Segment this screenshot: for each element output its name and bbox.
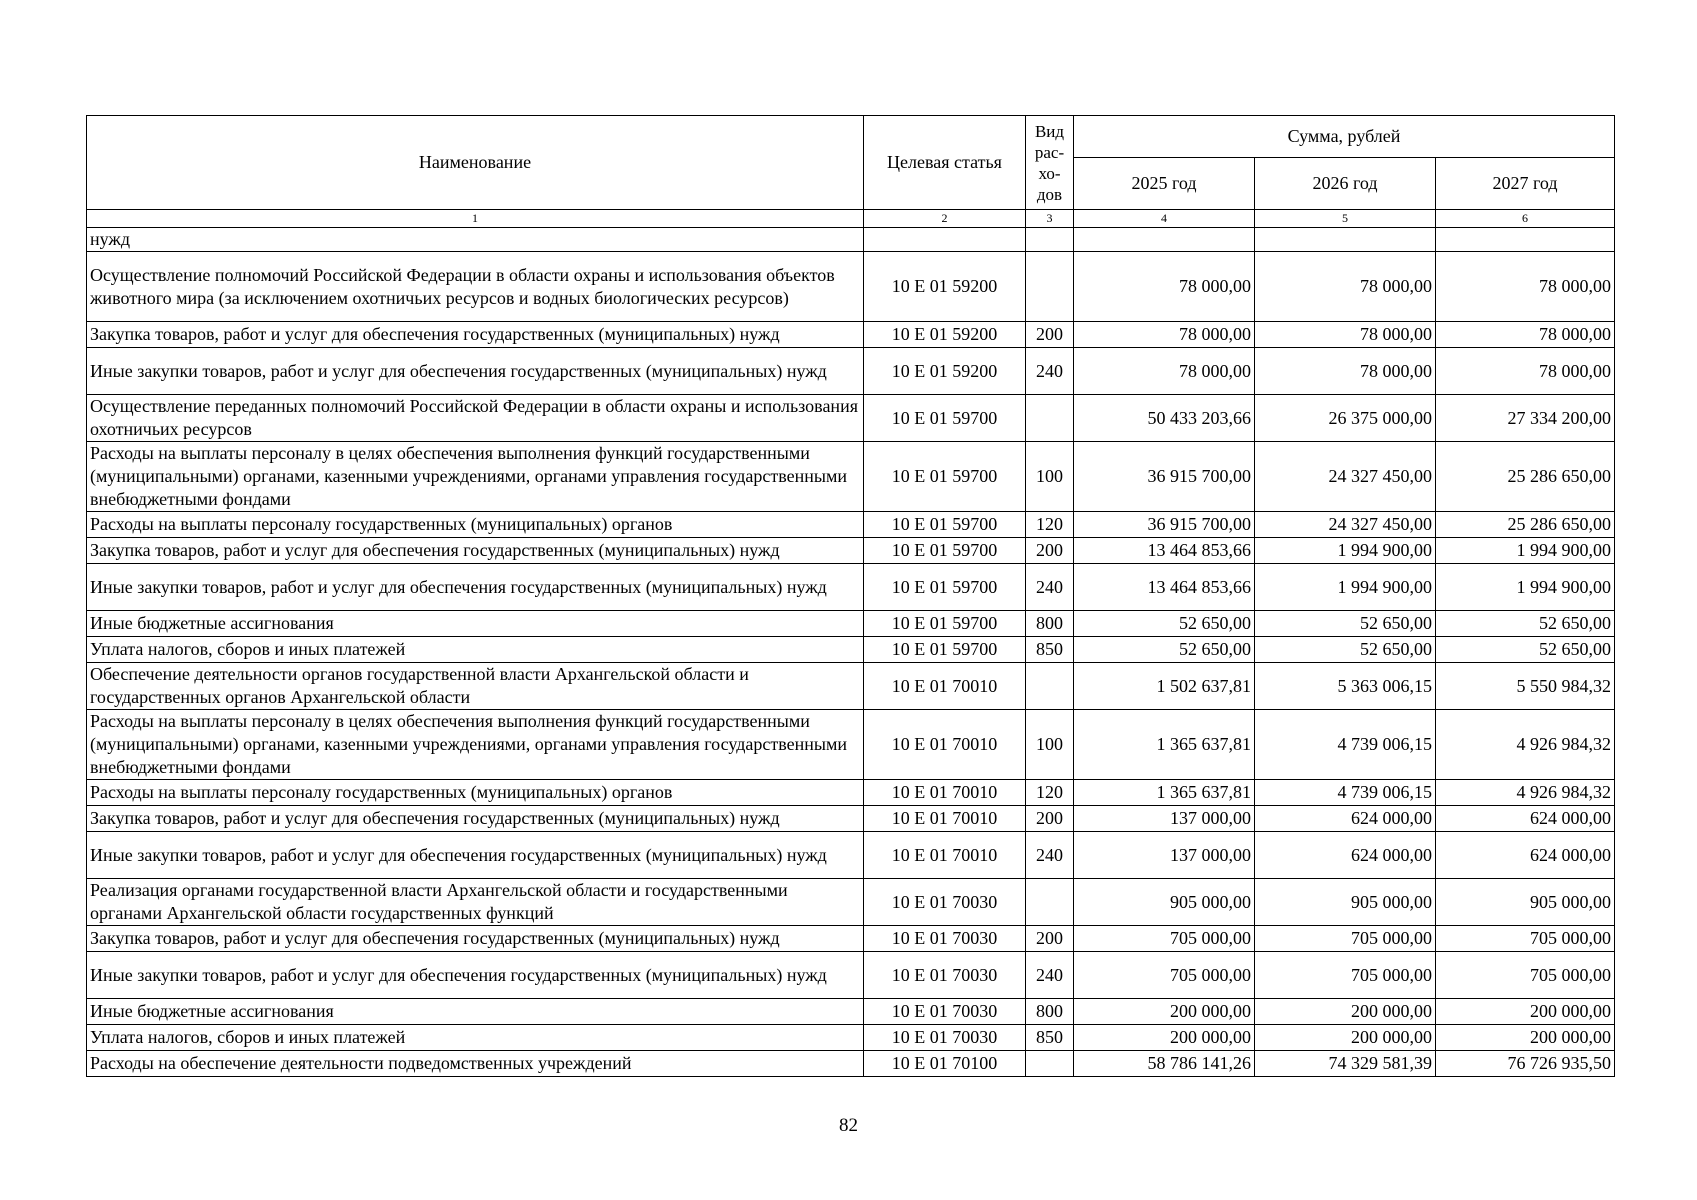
row-sum-2026 [1255, 228, 1436, 252]
row-name: нужд [87, 228, 864, 252]
row-sum-2026: 24 327 450,00 [1255, 512, 1436, 538]
row-expense-type: 120 [1026, 780, 1074, 806]
row-sum-2027: 52 650,00 [1436, 611, 1615, 637]
row-target-article [864, 228, 1026, 252]
row-sum-2025: 705 000,00 [1074, 926, 1255, 952]
row-sum-2027: 76 726 935,50 [1436, 1051, 1615, 1077]
row-sum-2026: 26 375 000,00 [1255, 395, 1436, 442]
row-sum-2025: 58 786 141,26 [1074, 1051, 1255, 1077]
table-row [87, 512, 1615, 538]
row-sum-2025: 78 000,00 [1074, 252, 1255, 322]
header-name: Наименование [87, 116, 864, 210]
budget-table [86, 115, 1615, 1077]
row-sum-2025: 1 365 637,81 [1074, 710, 1255, 780]
row-expense-type: 200 [1026, 806, 1074, 832]
row-sum-2027 [1436, 228, 1615, 252]
row-sum-2027: 4 926 984,32 [1436, 780, 1615, 806]
row-sum-2025: 137 000,00 [1074, 806, 1255, 832]
row-sum-2026: 624 000,00 [1255, 832, 1436, 879]
row-target-article: 10 Е 01 59700 [864, 538, 1026, 564]
row-name: Иные бюджетные ассигнования [87, 611, 864, 637]
row-sum-2026: 1 994 900,00 [1255, 564, 1436, 611]
row-expense-type [1026, 228, 1074, 252]
row-sum-2025: 137 000,00 [1074, 832, 1255, 879]
row-name: Иные закупки товаров, работ и услуг для обеспечения государственных (муниципальных) нужд [87, 348, 864, 395]
row-target-article: 10 Е 01 59200 [864, 348, 1026, 395]
table-row [87, 806, 1615, 832]
row-sum-2025: 705 000,00 [1074, 952, 1255, 999]
row-target-article: 10 Е 01 59200 [864, 252, 1026, 322]
table-row [87, 952, 1615, 999]
row-sum-2025: 13 464 853,66 [1074, 564, 1255, 611]
table-row [87, 1051, 1615, 1077]
row-expense-type: 800 [1026, 999, 1074, 1025]
row-sum-2025: 78 000,00 [1074, 322, 1255, 348]
row-sum-2027: 905 000,00 [1436, 879, 1615, 926]
column-number: 5 [1255, 210, 1436, 228]
row-sum-2025: 52 650,00 [1074, 637, 1255, 663]
row-sum-2026: 4 739 006,15 [1255, 710, 1436, 780]
table-row [87, 611, 1615, 637]
row-name: Иные бюджетные ассигнования [87, 999, 864, 1025]
row-target-article: 10 Е 01 70010 [864, 710, 1026, 780]
row-expense-type: 100 [1026, 442, 1074, 512]
row-sum-2026: 200 000,00 [1255, 1025, 1436, 1051]
row-name: Осуществление переданных полномочий Российской Федерации в области охраны и использования охотничьих ресурсов [87, 395, 864, 442]
row-sum-2027: 200 000,00 [1436, 1025, 1615, 1051]
column-number-row [87, 210, 1615, 228]
table-row [87, 442, 1615, 512]
row-sum-2025: 1 365 637,81 [1074, 780, 1255, 806]
row-target-article: 10 Е 01 70010 [864, 780, 1026, 806]
row-name: Расходы на выплаты персоналу в целях обеспечения выполнения функций государственными (муниципальными) органами, казенными учреждениями, органами управления государственными внебюджетными фондами [87, 710, 864, 780]
column-number: 6 [1436, 210, 1615, 228]
row-expense-type [1026, 395, 1074, 442]
row-sum-2026: 705 000,00 [1255, 952, 1436, 999]
row-sum-2027: 27 334 200,00 [1436, 395, 1615, 442]
row-sum-2026: 4 739 006,15 [1255, 780, 1436, 806]
row-sum-2027: 200 000,00 [1436, 999, 1615, 1025]
row-name: Осуществление полномочий Российской Федерации в области охраны и использования объектов животного мира (за исключением охотничьих ресурсов и водных биологических ресурсов) [87, 252, 864, 322]
row-target-article: 10 Е 01 59700 [864, 564, 1026, 611]
table-row [87, 710, 1615, 780]
row-target-article: 10 Е 01 70030 [864, 926, 1026, 952]
header-year-2026: 2026 год [1255, 158, 1436, 210]
header-expense-type: Вид рас-хо-дов [1026, 116, 1074, 210]
table-row [87, 1025, 1615, 1051]
row-target-article: 10 Е 01 70030 [864, 879, 1026, 926]
row-expense-type [1026, 1051, 1074, 1077]
row-name: Расходы на обеспечение деятельности подведомственных учреждений [87, 1051, 864, 1077]
row-sum-2026: 78 000,00 [1255, 322, 1436, 348]
row-target-article: 10 Е 01 59700 [864, 637, 1026, 663]
row-sum-2025: 36 915 700,00 [1074, 512, 1255, 538]
row-target-article: 10 Е 01 70010 [864, 832, 1026, 879]
row-sum-2026: 52 650,00 [1255, 637, 1436, 663]
table-row [87, 322, 1615, 348]
row-sum-2027: 78 000,00 [1436, 322, 1615, 348]
table-row [87, 832, 1615, 879]
row-name: Расходы на выплаты персоналу государственных (муниципальных) органов [87, 780, 864, 806]
page-number: 82 [839, 1115, 858, 1136]
row-name: Обеспечение деятельности органов государственной власти Архангельской области и государственных органов Архангельской области [87, 663, 864, 710]
table-header [87, 116, 1615, 228]
row-expense-type: 240 [1026, 832, 1074, 879]
row-expense-type: 240 [1026, 564, 1074, 611]
row-name: Расходы на выплаты персоналу государственных (муниципальных) органов [87, 512, 864, 538]
row-target-article: 10 Е 01 70030 [864, 999, 1026, 1025]
table-row [87, 228, 1615, 252]
table-row [87, 348, 1615, 395]
row-expense-type [1026, 663, 1074, 710]
row-sum-2026: 1 994 900,00 [1255, 538, 1436, 564]
row-name: Реализация органами государственной власти Архангельской области и государственными органами Архангельской области государственных функций [87, 879, 864, 926]
column-number: 1 [87, 210, 864, 228]
row-sum-2027: 705 000,00 [1436, 952, 1615, 999]
row-sum-2027: 52 650,00 [1436, 637, 1615, 663]
row-sum-2025: 52 650,00 [1074, 611, 1255, 637]
row-sum-2026: 905 000,00 [1255, 879, 1436, 926]
row-target-article: 10 Е 01 59700 [864, 512, 1026, 538]
row-sum-2027: 25 286 650,00 [1436, 442, 1615, 512]
row-sum-2027: 25 286 650,00 [1436, 512, 1615, 538]
row-sum-2027: 1 994 900,00 [1436, 538, 1615, 564]
row-expense-type: 240 [1026, 348, 1074, 395]
row-expense-type: 200 [1026, 538, 1074, 564]
table-row [87, 252, 1615, 322]
table-row [87, 637, 1615, 663]
column-number: 4 [1074, 210, 1255, 228]
row-sum-2027: 624 000,00 [1436, 832, 1615, 879]
row-target-article: 10 Е 01 59700 [864, 442, 1026, 512]
row-expense-type: 120 [1026, 512, 1074, 538]
row-sum-2026: 78 000,00 [1255, 348, 1436, 395]
row-sum-2026: 624 000,00 [1255, 806, 1436, 832]
row-target-article: 10 Е 01 59700 [864, 395, 1026, 442]
column-number: 3 [1026, 210, 1074, 228]
row-sum-2025: 200 000,00 [1074, 999, 1255, 1025]
row-sum-2025: 200 000,00 [1074, 1025, 1255, 1051]
row-sum-2026: 74 329 581,39 [1255, 1051, 1436, 1077]
row-name: Иные закупки товаров, работ и услуг для обеспечения государственных (муниципальных) нужд [87, 832, 864, 879]
row-expense-type [1026, 252, 1074, 322]
row-sum-2026: 24 327 450,00 [1255, 442, 1436, 512]
row-sum-2025: 905 000,00 [1074, 879, 1255, 926]
table-row [87, 879, 1615, 926]
header-year-2025: 2025 год [1074, 158, 1255, 210]
row-sum-2027: 78 000,00 [1436, 252, 1615, 322]
table-row [87, 564, 1615, 611]
row-expense-type: 850 [1026, 637, 1074, 663]
row-sum-2026: 5 363 006,15 [1255, 663, 1436, 710]
row-name: Уплата налогов, сборов и иных платежей [87, 1025, 864, 1051]
row-sum-2025: 13 464 853,66 [1074, 538, 1255, 564]
row-expense-type: 850 [1026, 1025, 1074, 1051]
row-name: Закупка товаров, работ и услуг для обеспечения государственных (муниципальных) нужд [87, 926, 864, 952]
row-expense-type: 200 [1026, 926, 1074, 952]
row-name: Расходы на выплаты персоналу в целях обеспечения выполнения функций государственными (муниципальными) органами, казенными учреждениями, органами управления государственными внебюджетными фондами [87, 442, 864, 512]
row-sum-2027: 705 000,00 [1436, 926, 1615, 952]
table-row [87, 395, 1615, 442]
row-name: Иные закупки товаров, работ и услуг для обеспечения государственных (муниципальных) нужд [87, 952, 864, 999]
row-expense-type: 200 [1026, 322, 1074, 348]
row-expense-type: 100 [1026, 710, 1074, 780]
table-row [87, 663, 1615, 710]
header-year-2027: 2027 год [1436, 158, 1615, 210]
row-target-article: 10 Е 01 59200 [864, 322, 1026, 348]
row-sum-2027: 624 000,00 [1436, 806, 1615, 832]
row-sum-2025: 1 502 637,81 [1074, 663, 1255, 710]
row-name: Закупка товаров, работ и услуг для обеспечения государственных (муниципальных) нужд [87, 322, 864, 348]
row-sum-2027: 4 926 984,32 [1436, 710, 1615, 780]
row-expense-type [1026, 879, 1074, 926]
row-sum-2026: 200 000,00 [1255, 999, 1436, 1025]
row-sum-2026: 705 000,00 [1255, 926, 1436, 952]
row-sum-2027: 5 550 984,32 [1436, 663, 1615, 710]
row-target-article: 10 Е 01 70010 [864, 663, 1026, 710]
row-target-article: 10 Е 01 70030 [864, 1025, 1026, 1051]
row-name: Закупка товаров, работ и услуг для обеспечения государственных (муниципальных) нужд [87, 806, 864, 832]
row-name: Закупка товаров, работ и услуг для обеспечения государственных (муниципальных) нужд [87, 538, 864, 564]
header-sum: Сумма, рублей [1074, 116, 1615, 158]
row-target-article: 10 Е 01 70030 [864, 952, 1026, 999]
row-target-article: 10 Е 01 70010 [864, 806, 1026, 832]
row-sum-2027: 1 994 900,00 [1436, 564, 1615, 611]
row-expense-type: 800 [1026, 611, 1074, 637]
row-expense-type: 240 [1026, 952, 1074, 999]
column-number: 2 [864, 210, 1026, 228]
row-sum-2026: 52 650,00 [1255, 611, 1436, 637]
row-target-article: 10 Е 01 70100 [864, 1051, 1026, 1077]
row-sum-2026: 78 000,00 [1255, 252, 1436, 322]
row-name: Уплата налогов, сборов и иных платежей [87, 637, 864, 663]
row-sum-2027: 78 000,00 [1436, 348, 1615, 395]
header-target-article: Целевая статья [864, 116, 1026, 210]
table-row [87, 780, 1615, 806]
row-sum-2025: 78 000,00 [1074, 348, 1255, 395]
row-sum-2025: 36 915 700,00 [1074, 442, 1255, 512]
row-sum-2025: 50 433 203,66 [1074, 395, 1255, 442]
table-row [87, 999, 1615, 1025]
table-body [87, 228, 1615, 1077]
row-sum-2025 [1074, 228, 1255, 252]
table-row [87, 538, 1615, 564]
row-target-article: 10 Е 01 59700 [864, 611, 1026, 637]
row-name: Иные закупки товаров, работ и услуг для обеспечения государственных (муниципальных) нужд [87, 564, 864, 611]
table-row [87, 926, 1615, 952]
